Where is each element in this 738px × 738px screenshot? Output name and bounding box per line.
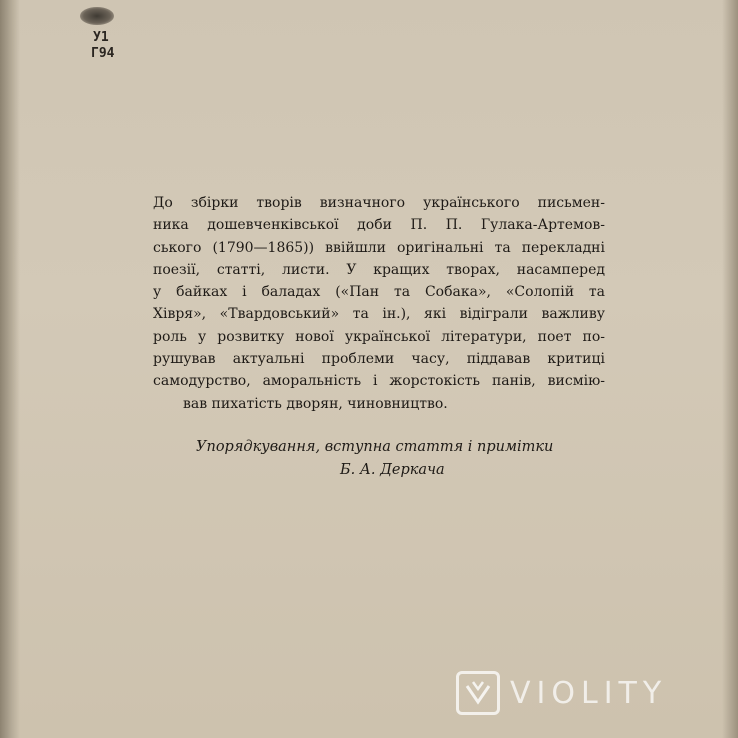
watermark-text: VIOLITY xyxy=(510,675,668,711)
watermark xyxy=(456,668,667,718)
credits xyxy=(150,436,650,482)
abstract-line: Хівря», «Твардовський» та ін.), які відіграли важливу xyxy=(153,306,605,323)
abstract-line: вав пихатість дворян, чиновництво. xyxy=(183,395,448,412)
catalog-code-line1: У1 xyxy=(93,30,109,45)
catalog-code xyxy=(91,30,114,62)
catalog-code-line2: Г94 xyxy=(91,46,115,61)
abstract-line: роль у розвитку нової української літератури, поет по- xyxy=(153,328,605,345)
abstract-paragraph xyxy=(153,192,605,415)
abstract-line: До збірки творів визначного українського письмен- xyxy=(153,195,605,211)
ink-stain xyxy=(80,7,114,25)
page-right-shadow xyxy=(722,0,738,738)
credits-role: Упорядкування, вступна стаття і примітки xyxy=(196,439,554,455)
credits-name: Б. А. Деркача xyxy=(340,462,445,478)
abstract-line: рушував актуальні проблеми часу, піддавав критиці xyxy=(153,351,605,368)
page-left-shadow xyxy=(0,0,20,738)
abstract-line: ника дошевченківської доби П. П. Гулака-Артемов- xyxy=(153,217,605,234)
abstract-line: у байках і баладах («Пан та Собака», «Солопій та xyxy=(153,284,605,301)
violity-logo-icon xyxy=(456,671,500,715)
abstract-line: ського (1790—1865)) ввійшли оригінальні та перекладні xyxy=(153,239,605,256)
abstract-line: поезії, статті, листи. У кращих творах, насамперед xyxy=(153,261,605,278)
abstract-line: самодурство, аморальність і жорстокість панів, висмію- xyxy=(153,373,605,390)
